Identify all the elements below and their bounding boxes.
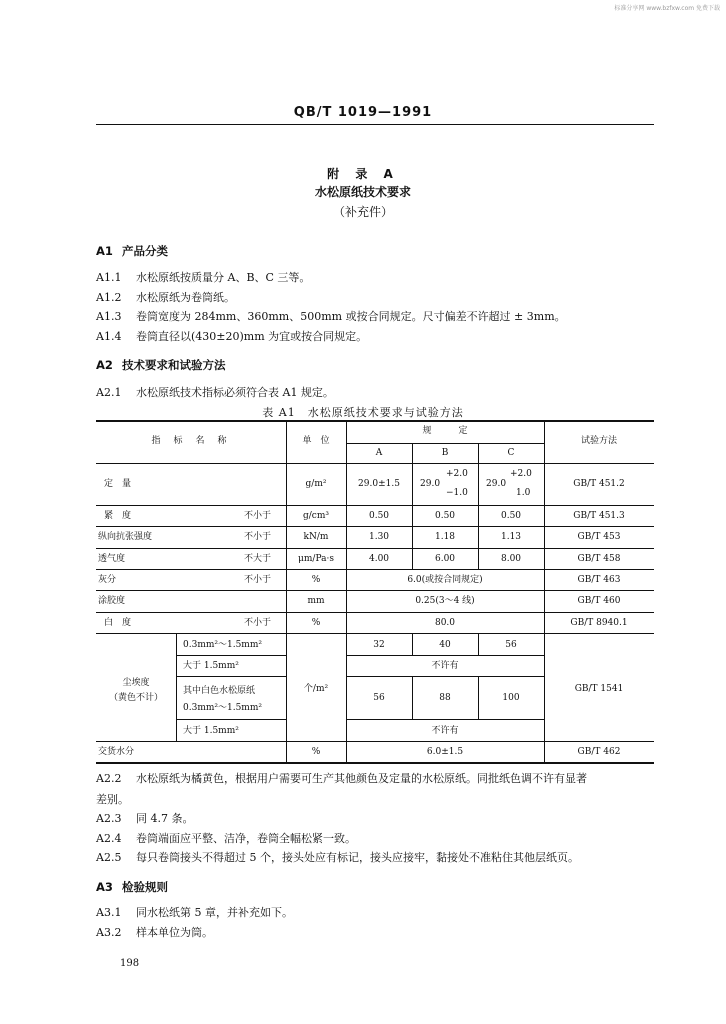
table-rule: [96, 463, 654, 464]
row-density-c: 0.50: [500, 511, 522, 521]
table-rule: [346, 655, 544, 656]
row-density-unit: g/cm³: [303, 511, 329, 521]
row-moisture-name: 交货水分: [98, 747, 135, 757]
row-air-a: 4.00: [368, 554, 390, 564]
clause-text: 卷筒宽度为 284mm、360mm、500mm 或按合同规定。尺寸偏差不许超过 ± 3mm。: [136, 310, 566, 323]
clause-a1-1: [96, 269, 310, 285]
row-coating-value: 0.25(3～4 线): [415, 596, 475, 606]
dirt-sub4-label: 大于 1.5mm²: [183, 726, 239, 736]
row-grammage-method: GB/T 451.2: [573, 479, 625, 489]
clause-text: 水松原纸按质量分 A、B、C 三等。: [136, 271, 311, 284]
row-grammage-c-base: 29.0: [486, 479, 507, 489]
table-rule: [96, 526, 654, 527]
row-air-b: 6.00: [434, 554, 456, 564]
appendix-title: 水松原纸技术要求: [314, 185, 411, 199]
clause-text: 同 4.7 条。: [136, 812, 194, 825]
table-rule: [346, 676, 544, 677]
clause-a2-1: [96, 384, 334, 400]
dirt-sub1-a: 32: [373, 640, 385, 650]
clause-a2-2: [96, 770, 587, 786]
row-tensile-b: 1.18: [434, 532, 456, 542]
clause-text: 同水松纸第 5 章，并补充如下。: [136, 906, 293, 919]
table-rule: [478, 633, 479, 655]
header-grade-c: C: [507, 448, 515, 458]
clause-a3-2: [96, 924, 213, 940]
dirt-sub2-value: 不许有: [431, 661, 459, 671]
table-rule: [346, 420, 347, 762]
row-grammage-c-minus: 1.0: [516, 488, 531, 498]
dirt-sub1-label: 0.3mm²～1.5mm²: [183, 640, 262, 650]
row-dirt-method: GB/T 1541: [574, 684, 624, 694]
row-tensile-name: 纵向抗张强度: [98, 532, 153, 542]
clause-number: A1.3: [96, 310, 122, 323]
row-grammage-b-plus: +2.0: [446, 469, 468, 479]
table-rule: [96, 548, 654, 549]
table-rule: [412, 443, 413, 569]
clause-a2-2-continued: 差别。: [96, 793, 129, 806]
row-ash-method: GB/T 463: [577, 575, 621, 585]
dirt-sub1-b: 40: [439, 640, 451, 650]
page-number: 198: [120, 958, 140, 969]
row-moisture-unit: %: [311, 747, 321, 757]
table-rule: [412, 633, 413, 655]
table-rule: [96, 612, 654, 613]
clause-text: 卷筒直径以(430±20)mm 为宜或按合同规定。: [136, 330, 368, 343]
table-rule: [176, 655, 286, 656]
row-whiteness-name: 白 度: [104, 618, 132, 628]
row-ash-limit: 不小于: [244, 575, 272, 585]
clause-number: A2.5: [96, 851, 122, 864]
row-moisture-method: GB/T 462: [577, 747, 621, 757]
table-border-top: [96, 420, 654, 422]
header-index-name: 指 标 名 称: [151, 436, 229, 446]
section-number: A2: [96, 358, 113, 372]
row-density-a: 0.50: [368, 511, 390, 521]
row-grammage-b-minus: −1.0: [446, 488, 468, 498]
row-air-unit: μm/Pa·s: [298, 554, 334, 564]
row-whiteness-method: GB/T 8940.1: [570, 618, 628, 628]
table-rule: [544, 420, 545, 762]
section-a2-heading: [96, 357, 226, 373]
clause-number: A2.3: [96, 812, 122, 825]
table-rule: [96, 590, 654, 591]
row-tensile-limit: 不小于: [244, 532, 272, 542]
row-coating-name: 涂胶度: [98, 596, 126, 606]
table-rule: [478, 443, 479, 569]
row-moisture-value: 6.0±1.5: [426, 747, 464, 757]
table-rule: [346, 443, 544, 444]
clause-text: 水松原纸技术指标必须符合表 A1 规定。: [136, 386, 334, 399]
clause-text: 每只卷筒接头不得超过 5 个，接头处应有标记，接头应接牢，黏接处不准粘住其他层纸页。: [136, 851, 579, 864]
row-whiteness-value: 80.0: [434, 618, 456, 628]
table-rule: [176, 719, 286, 720]
appendix-subtitle: （补充件）: [332, 205, 393, 219]
row-whiteness-limit: 不小于: [244, 618, 272, 628]
dirt-sub3-range: 0.3mm²～1.5mm²: [183, 703, 262, 713]
table-rule: [286, 420, 287, 762]
table-rule: [96, 633, 654, 634]
table-caption: 表 A1 水松原纸技术要求与试验方法: [262, 406, 464, 419]
row-air-name: 透气度: [98, 554, 126, 564]
row-ash-unit: %: [311, 575, 321, 585]
row-tensile-a: 1.30: [368, 532, 390, 542]
row-tensile-c: 1.13: [500, 532, 522, 542]
row-grammage-c-plus: +2.0: [510, 469, 532, 479]
standard-number: QB/T 1019—1991: [293, 105, 433, 120]
dirt-sub3-c: 100: [502, 693, 520, 703]
appendix-label: 附 录 A: [327, 167, 399, 181]
row-dirt-name: 尘埃度: [122, 678, 150, 688]
row-whiteness-unit: %: [311, 618, 321, 628]
clause-a2-5: [96, 849, 579, 865]
clause-a2-4: [96, 830, 356, 846]
row-ash-name: 灰分: [98, 575, 117, 585]
table-rule: [96, 569, 654, 570]
table-rule: [412, 676, 413, 719]
table-rule: [346, 719, 544, 720]
row-air-c: 8.00: [500, 554, 522, 564]
clause-a1-4: [96, 328, 367, 344]
clause-text: 卷筒端面应平整、洁净，卷筒全幅松紧一致。: [136, 832, 356, 845]
row-tensile-unit: kN/m: [303, 532, 329, 542]
row-coating-method: GB/T 460: [577, 596, 621, 606]
row-air-method: GB/T 458: [577, 554, 621, 564]
row-ash-value: 6.0(或按合同规定): [407, 575, 483, 585]
clause-number: A2.4: [96, 832, 122, 845]
dirt-sub4-value: 不许有: [431, 726, 459, 736]
row-density-name: 紧 度: [104, 511, 132, 521]
header-spec: 规 定: [422, 426, 468, 436]
dirt-sub3-label: 其中白色水松原纸: [183, 686, 256, 696]
clause-text: 水松原纸为卷筒纸。: [136, 291, 235, 304]
clause-a1-3: [96, 308, 566, 324]
section-a3-heading: [96, 879, 168, 895]
watermark: 标准分享网 www.bzfxw.com 免费下载: [614, 5, 720, 12]
section-title: 产品分类: [122, 244, 168, 258]
clause-text: 样本单位为筒。: [136, 926, 213, 939]
row-air-limit: 不大于: [244, 554, 272, 564]
dirt-sub2-label: 大于 1.5mm²: [183, 661, 239, 671]
section-title: 检验规则: [122, 880, 168, 894]
section-a1-heading: [96, 243, 168, 259]
row-grammage-name: 定 量: [104, 479, 132, 489]
clause-a3-1: [96, 904, 293, 920]
section-number: A3: [96, 880, 113, 894]
row-tensile-method: GB/T 453: [577, 532, 621, 542]
row-density-limit: 不小于: [244, 511, 272, 521]
section-title: 技术要求和试验方法: [122, 358, 226, 372]
clause-a2-3: [96, 810, 194, 826]
clause-number: A3.1: [96, 906, 122, 919]
table-rule: [96, 741, 654, 742]
clause-a1-2: [96, 289, 235, 305]
dirt-sub3-b: 88: [439, 693, 451, 703]
header-grade-a: A: [375, 448, 383, 458]
header-unit: 单 位: [302, 436, 330, 446]
dirt-sub3-a: 56: [373, 693, 385, 703]
row-grammage-unit: g/m²: [305, 479, 327, 489]
header-rule: [96, 124, 654, 125]
clause-number: A3.2: [96, 926, 122, 939]
dirt-sub1-c: 56: [505, 640, 517, 650]
clause-number: A1.4: [96, 330, 122, 343]
table-rule: [176, 633, 177, 741]
row-dirt-unit: 个/m²: [303, 684, 329, 694]
row-density-method: GB/T 451.3: [573, 511, 625, 521]
table-rule: [96, 505, 654, 506]
clause-number: A1.2: [96, 291, 122, 304]
clause-number: A1.1: [96, 271, 122, 284]
header-method: 试验方法: [580, 436, 618, 446]
table-rule: [478, 676, 479, 719]
row-coating-unit: mm: [307, 596, 325, 606]
row-grammage-b-base: 29.0: [420, 479, 441, 489]
table-border-bottom: [96, 762, 654, 764]
row-density-b: 0.50: [434, 511, 456, 521]
clause-number: A2.2: [96, 772, 122, 785]
table-rule: [176, 676, 286, 677]
row-dirt-note: （黄色不计）: [108, 693, 164, 703]
header-grade-b: B: [441, 448, 449, 458]
clause-text: 水松原纸为橘黄色，根据用户需要可生产其他颜色及定量的水松原纸。同批纸色调不许有显著: [136, 772, 587, 785]
row-grammage-a: 29.0±1.5: [358, 479, 400, 489]
section-number: A1: [96, 244, 113, 258]
clause-number: A2.1: [96, 386, 122, 399]
